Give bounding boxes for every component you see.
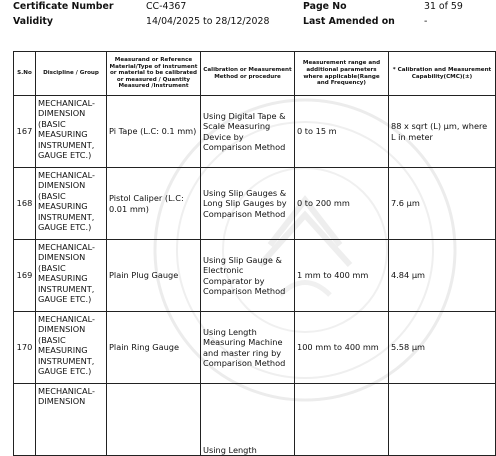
cell-range	[295, 384, 389, 456]
scope-table	[13, 51, 496, 456]
table-row	[14, 384, 496, 456]
table-row	[14, 312, 496, 384]
cell-sno: 170	[14, 312, 36, 384]
col-header-range: Measurement range and additional parameters where applicable(Range and Frequency)	[295, 52, 389, 96]
validity-value: 14/04/2025 to 28/12/2028	[146, 16, 270, 27]
table-row	[14, 168, 496, 240]
cell-range: 0 to 15 m	[295, 96, 389, 168]
table-row	[14, 96, 496, 168]
cell-sno: 167	[14, 96, 36, 168]
cell-method: Using Digital Tape & Scale Measuring Device by Comparison Method	[201, 96, 295, 168]
cell-discipline: MECHANICAL- DIMENSION (BASIC MEASURING INSTRUMENT, GAUGE ETC.)	[36, 168, 107, 240]
cell-cmc: 7.6 µm	[389, 168, 496, 240]
cell-cmc: 5.58 µm	[389, 312, 496, 384]
cell-method: Using Slip Gauges & Long Slip Gauges by Comparison Method	[201, 168, 295, 240]
cell-discipline: MECHANICAL- DIMENSION (BASIC MEASURING INSTRUMENT, GAUGE ETC.)	[36, 96, 107, 168]
col-header-method: Calibration or Measurement Method or procedure	[201, 52, 295, 96]
table-header-row	[14, 52, 496, 96]
cell-range: 1 mm to 400 mm	[295, 240, 389, 312]
cell-cmc: 88 x sqrt (L) µm, where L in meter	[389, 96, 496, 168]
cell-measurand: Pi Tape (L.C: 0.1 mm)	[107, 96, 201, 168]
cell-range: 100 mm to 400 mm	[295, 312, 389, 384]
cell-method: Using Slip Gauge & Electronic Comparator by Comparison Method	[201, 240, 295, 312]
cell-cmc: 4.84 µm	[389, 240, 496, 312]
col-header-sno: S.No	[14, 52, 36, 96]
cell-measurand: Plain Ring Gauge	[107, 312, 201, 384]
last-amended-label: Last Amended on	[303, 16, 395, 27]
col-header-measurand: Measurand or Reference Material/Type of instrument or material to be calibrated or measured / Quantity Measured /Instrument	[107, 52, 201, 96]
cell-method: Using Length Measuring Machine and master ring by Comparison Method	[201, 312, 295, 384]
cell-discipline: MECHANICAL- DIMENSION	[36, 384, 107, 456]
cell-discipline: MECHANICAL- DIMENSION (BASIC MEASURING INSTRUMENT, GAUGE ETC.)	[36, 240, 107, 312]
cell-measurand	[107, 384, 201, 456]
cell-sno: 169	[14, 240, 36, 312]
col-header-cmc: * Calibration and Measurement Capability(CMC)(±)	[389, 52, 496, 96]
cell-discipline: MECHANICAL- DIMENSION (BASIC MEASURING INSTRUMENT, GAUGE ETC.)	[36, 312, 107, 384]
certificate-number-value: CC-4367	[146, 1, 187, 12]
table-row	[14, 240, 496, 312]
cell-method: Using Length	[201, 384, 295, 456]
last-amended-value: -	[424, 16, 428, 27]
col-header-discipline: Discipline / Group	[36, 52, 107, 96]
page-no-label: Page No	[303, 1, 347, 12]
cell-measurand: Plain Plug Gauge	[107, 240, 201, 312]
certificate-number-label: Certificate Number	[13, 1, 114, 12]
cell-sno	[14, 384, 36, 456]
cell-measurand: Pistol Caliper (L.C: 0.01 mm)	[107, 168, 201, 240]
cell-sno: 168	[14, 168, 36, 240]
page-no-value: 31 of 59	[424, 1, 463, 12]
cell-range: 0 to 200 mm	[295, 168, 389, 240]
cell-cmc	[389, 384, 496, 456]
validity-label: Validity	[13, 16, 54, 27]
